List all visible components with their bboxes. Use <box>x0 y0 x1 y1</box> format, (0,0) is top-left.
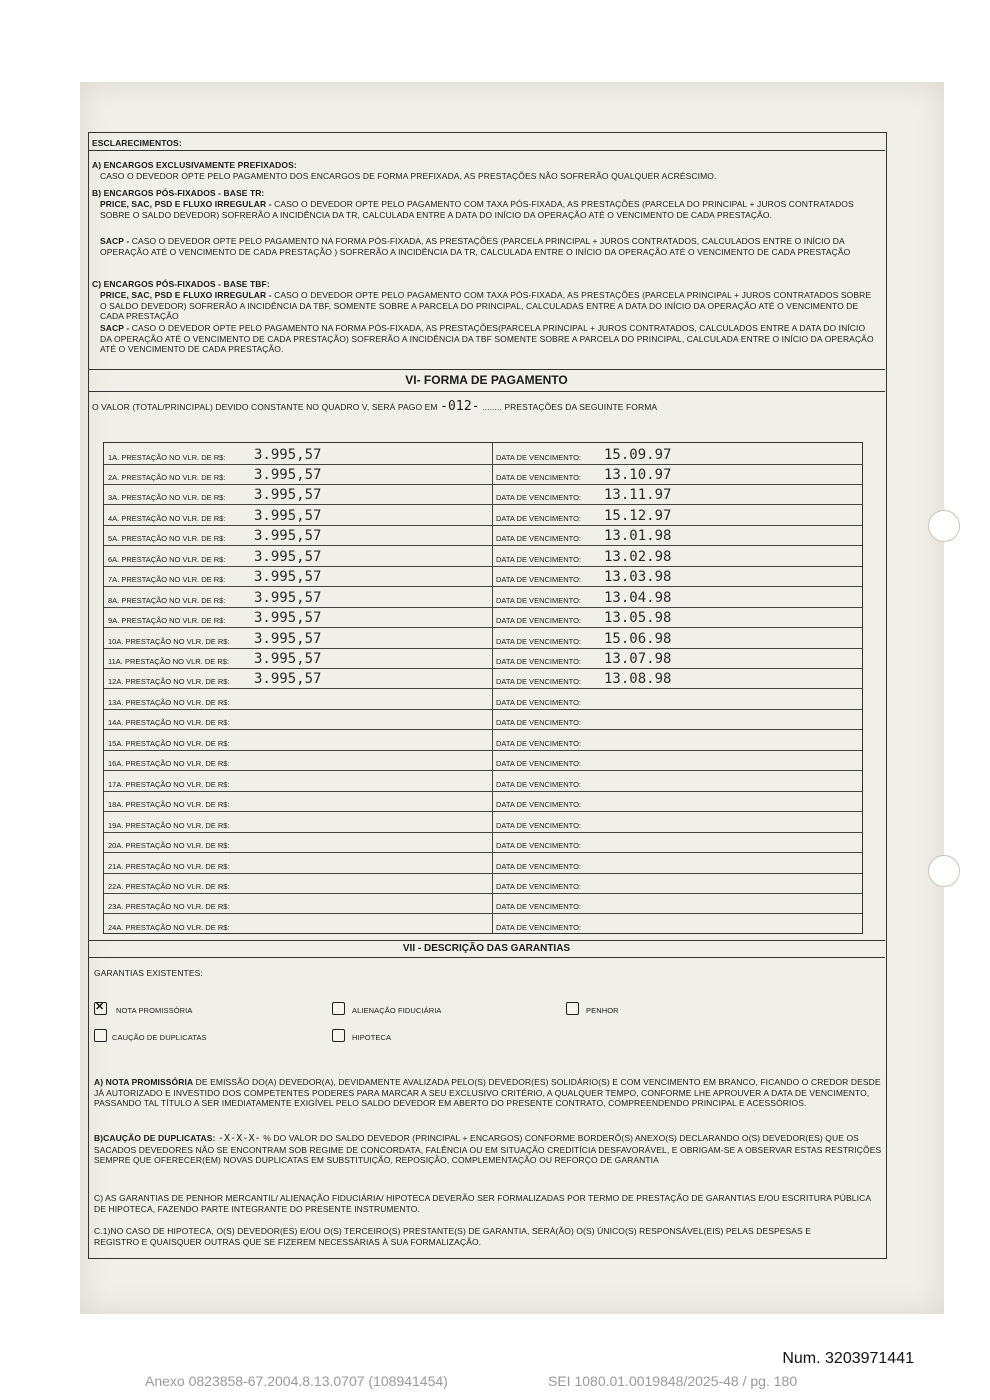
table-row <box>104 545 862 567</box>
due-date-label: DATA DE VENCIMENTO: <box>496 513 582 523</box>
installment-label: 7A. PRESTAÇÃO NO VLR. DE R$: <box>108 575 226 585</box>
installment-label: 15A. PRESTAÇÃO NO VLR. DE R$: <box>108 738 230 748</box>
checked-x-icon: ✕ <box>95 1001 105 1013</box>
clause-c-sacp-label: SACP - <box>100 323 130 333</box>
installment-label: 21A. PRESTAÇÃO NO VLR. DE R$: <box>108 861 230 871</box>
due-date-label: DATA DE VENCIMENTO: <box>496 493 582 503</box>
due-date-label: DATA DE VENCIMENTO: <box>496 575 582 585</box>
divider <box>88 940 885 941</box>
document-number: Num. 3203971441 <box>782 1350 914 1367</box>
installment-label: 2A. PRESTAÇÃO NO VLR. DE R$: <box>108 472 226 482</box>
installment-due-date: 13.03.98 <box>604 569 672 586</box>
installment-due-date: 13.11.97 <box>604 487 672 504</box>
garantia-b-label: B)CAUÇÃO DE DUPLICATAS: <box>94 1133 216 1143</box>
garantia-a-paragraph <box>94 1077 882 1109</box>
installment-amount: 3.995,57 <box>254 548 322 565</box>
installment-amount: 3.995,57 <box>254 569 322 586</box>
installment-amount: 3.995,57 <box>254 507 322 524</box>
table-row <box>104 566 862 588</box>
table-row <box>104 525 862 547</box>
clause-a-text: CASO O DEVEDOR OPTE PELO PAGAMENTO DOS ENCARGOS DE FORMA PREFIXADA, AS PRESTAÇÕES NÃO SOFRERÃO QUALQUER ACRÉSCIMO. <box>100 171 717 181</box>
clause-b-price-label: PRICE, SAC, PSD E FLUXO IRREGULAR - <box>100 199 272 209</box>
table-row <box>104 586 862 608</box>
clause-c-sacp <box>100 323 878 355</box>
option-label: NOTA PROMISSÓRIA <box>116 1006 193 1015</box>
due-date-label: DATA DE VENCIMENTO: <box>496 554 582 564</box>
footer-sei: SEI 1080.01.0019848/2025-48 / pg. 180 <box>548 1373 798 1389</box>
installment-amount: 3.995,57 <box>254 651 322 667</box>
installment-label: 17A. PRESTAÇÃO NO VLR. DE R$: <box>108 779 230 789</box>
option-label: HIPOTECA <box>352 1033 392 1042</box>
due-date-label: DATA DE VENCIMENTO: <box>496 616 582 626</box>
installment-label: 11A. PRESTAÇÃO NO VLR. DE R$: <box>108 657 230 666</box>
due-date-label: DATA DE VENCIMENTO: <box>496 452 582 462</box>
checkbox-nota-promissoria[interactable] <box>94 1002 107 1015</box>
installment-due-date: 15.12.97 <box>604 507 672 524</box>
table-row <box>104 913 862 934</box>
due-date-label: DATA DE VENCIMENTO: <box>496 595 582 605</box>
due-date-label: DATA DE VENCIMENTO: <box>496 902 582 912</box>
due-date-label: DATA DE VENCIMENTO: <box>496 820 582 830</box>
footer-anexo: Anexo 0823858-67.2004.8.13.0707 (108941454) <box>145 1373 448 1389</box>
punch-hole <box>928 510 960 542</box>
clause-c-price-label: PRICE, SAC, PSD E FLUXO IRREGULAR - <box>100 290 272 300</box>
installment-label: 20A. PRESTAÇÃO NO VLR. DE R$: <box>108 841 230 851</box>
divider <box>88 391 885 392</box>
option-label: ALIENAÇÃO FIDUCIÁRIA <box>352 1006 442 1015</box>
due-date-label: DATA DE VENCIMENTO: <box>496 861 582 871</box>
clause-b-price <box>100 199 878 220</box>
garantia-b-text: % DO VALOR DO SALDO DEVEDOR (PRINCIPAL + ENCARGOS) CONFORME BORDERÔ(S) ANEXO(S) DECLARANDO O(S) DEVEDOR(ES) QUE OS SACADOS DEVEDORES NÃO SE ENCONTRAM SOB REGIME DE CONCORDATA, FALÊNCIA OU EM SITUAÇÃO CREDITÍCIA DESFAVORÁVEL, E OBRIGAM-SE A OBSERVAR ESTAS RESTRIÇÕES SEMPRE QUE OFERECER(EM) NOVAS DUPLICATAS EM SUBSTITUIÇÃO, REPOSIÇÃO, COMPLEMENTAÇÃO OU REFORÇO DE GARANTIA <box>94 1133 882 1165</box>
installment-amount: 3.995,57 <box>254 671 322 688</box>
garantia-c-paragraph: C) AS GARANTIAS DE PENHOR MERCANTIL/ ALIENAÇÃO FIDUCIÁRIA/ HIPOTECA DEVERÃO SER FORMALIZADAS POR TERMO DE PRESTAÇÃO DE GARANTIAS E/OU ESCRITURA PÚBLICA DE HIPOTECA, FAZENDO PARTE INTEGRANTE DO PRESENTE INSTRUMENTO. <box>94 1193 871 1214</box>
table-row <box>104 504 862 526</box>
installment-label: 23A. PRESTAÇÃO NO VLR. DE R$: <box>108 902 230 912</box>
clause-c-sacp-text: CASO O DEVEDOR OPTE PELO PAGAMENTO NA FORMA PÓS-FIXADA, AS PRESTAÇÕES(PARCELA PRINCIPAL + JUROS CONTRATADOS, CALCULADOS ENTRE A DATA DO INÍCIO DA OPERAÇÃO ATÉ O VENCIMENTO DE CADA PRESTAÇÃO) SOFRERÃO A INCIDÊNCIA DA TBF SOMENTE SOBRE A PARCELA DO PRINCIPAL, CALCULADA ENTRE O INÍCIO DA OPERAÇÃO ATÉ O VENCIMENTO DE CADA PRESTAÇÃO. <box>100 323 874 354</box>
installment-due-date: 13.10.97 <box>604 466 672 483</box>
divider <box>88 957 885 958</box>
table-row <box>104 709 862 731</box>
table-row <box>104 791 862 813</box>
garantia-a-label: A) NOTA PROMISSÓRIA <box>94 1077 194 1087</box>
due-date-label: DATA DE VENCIMENTO: <box>496 657 582 666</box>
option-label: CAUÇÃO DE DUPLICATAS <box>112 1033 207 1042</box>
installment-label: 9A. PRESTAÇÃO NO VLR. DE R$: <box>108 616 226 626</box>
table-row <box>104 627 862 649</box>
checkbox-alienacao-fiduciaria[interactable] <box>332 1002 345 1015</box>
garantia-a-text: DE EMISSÃO DO(A) DEVEDOR(A), DEVIDAMENTE AVALIZADA PELO(S) DEVEDOR(ES) SOLIDÁRIO(S) E COM VENCIMENTO EM BRANCO, FICANDO O CREDOR DESDE JÁ AUTORIZADO E INVESTIDO DOS COMPETENTES PODERES PARA MARCAR A SEU EXCLUSIVO CRITÉRIO, A QUALQUER TEMPO, CONFORME LHE APROUVER A DATA DE VENCIMENTO, PASSANDO TAL TÍTULO A SER IMEDIATAMENTE EXIGÍVEL PELO SALDO DEVEDOR EM ABERTO DO PRESENTE CONTRATO, COMPREENDENDO PRINCIPAL E ACESSÓRIOS. <box>94 1077 881 1108</box>
section-heading: ESCLARECIMENTOS: <box>92 138 182 148</box>
divider <box>88 150 885 151</box>
table-row <box>104 852 862 874</box>
installment-label: 1A. PRESTAÇÃO NO VLR. DE R$: <box>108 452 226 462</box>
due-date-label: DATA DE VENCIMENTO: <box>496 697 582 707</box>
installment-amount: 3.995,57 <box>254 528 322 545</box>
installment-label: 22A. PRESTAÇÃO NO VLR. DE R$: <box>108 881 230 891</box>
installment-label: 13A. PRESTAÇÃO NO VLR. DE R$: <box>108 697 230 707</box>
installment-label: 5A. PRESTAÇÃO NO VLR. DE R$: <box>108 534 226 544</box>
payment-intro <box>92 399 658 414</box>
table-row <box>104 463 862 485</box>
due-date-label: DATA DE VENCIMENTO: <box>496 759 582 769</box>
clause-c-price-text: CASO O DEVEDOR OPTE PELO PAGAMENTO COM TAXA PÓS-FIXADA, AS PRESTAÇÕES (PARCELA PRINCIPAL + JUROS CONTRATADOS SOBRE O SALDO DEVEDOR) SOFRERÃO A INCIDÊNCIA DA TBF, SOMENTE SOBRE A PARCELA DO PRINCIPAL, CALCULADAS ENTRE A DATA DO INÍCIO DA OPERAÇÃO ATÉ O VENCIMENTO DE CADA PRESTAÇÃO <box>100 290 872 321</box>
installment-count-blank: ........ <box>482 402 502 412</box>
divider <box>88 369 885 370</box>
installment-due-date: 13.02.98 <box>604 548 672 565</box>
table-row <box>104 832 862 854</box>
table-row <box>104 893 862 915</box>
installment-due-date: 13.05.98 <box>604 610 672 627</box>
installment-due-date: 15.09.97 <box>604 446 672 463</box>
checkbox-caucao-duplicatas[interactable] <box>94 1029 107 1042</box>
clause-b-title: B) ENCARGOS PÓS-FIXADOS - BASE TR: <box>92 188 265 198</box>
option-label: PENHOR <box>586 1006 619 1015</box>
installment-due-date: 15.06.98 <box>604 630 672 647</box>
installment-label: 16A. PRESTAÇÃO NO VLR. DE R$: <box>108 759 230 769</box>
installment-amount: 3.995,57 <box>254 446 322 463</box>
installment-label: 6A. PRESTAÇÃO NO VLR. DE R$: <box>108 554 226 564</box>
installment-amount: 3.995,57 <box>254 589 322 606</box>
table-row <box>104 811 862 833</box>
due-date-label: DATA DE VENCIMENTO: <box>496 922 582 932</box>
garantias-existentes-label: GARANTIAS EXISTENTES: <box>94 968 203 978</box>
clause-b-sacp <box>100 236 878 257</box>
clause-c-title: C) ENCARGOS PÓS-FIXADOS - BASE TBF: <box>92 279 270 289</box>
section-title-garantias: VII - DESCRIÇÃO DAS GARANTIAS <box>402 943 571 954</box>
due-date-label: DATA DE VENCIMENTO: <box>496 718 582 728</box>
table-row <box>104 484 862 506</box>
clause-b-sacp-label: SACP - <box>100 236 130 246</box>
table-row <box>104 607 862 629</box>
due-date-label: DATA DE VENCIMENTO: <box>496 636 582 646</box>
punch-hole <box>928 855 960 887</box>
checkbox-hipoteca[interactable] <box>332 1029 345 1042</box>
due-date-label: DATA DE VENCIMENTO: <box>496 841 582 851</box>
due-date-label: DATA DE VENCIMENTO: <box>496 881 582 891</box>
table-row <box>104 872 862 894</box>
clause-b-sacp-text: CASO O DEVEDOR OPTE PELO PAGAMENTO NA FORMA PÓS-FIXADA, AS PRESTAÇÕES (PARCELA PRINCIPAL + JUROS CONTRATADOS, CALCULADOS ENTRE O INÍCIO DA OPERAÇÃO ATÉ O VENCIMENTO DE CADA PRESTAÇÃO ) SOFRERÃO A INCIDÊNCIA DA TR, CALCULADA ENTRE O INÍCIO DA OPERAÇÃO ATÉ O VENCIMENTO DE CADA PRESTAÇÃO <box>100 236 851 257</box>
installment-amount: 3.995,57 <box>254 610 322 627</box>
clause-c-price <box>100 290 878 322</box>
installment-label: 4A. PRESTAÇÃO NO VLR. DE R$: <box>108 513 226 523</box>
installment-label: 3A. PRESTAÇÃO NO VLR. DE R$: <box>108 493 226 503</box>
installment-label: 8A. PRESTAÇÃO NO VLR. DE R$: <box>108 595 226 605</box>
due-date-label: DATA DE VENCIMENTO: <box>496 534 582 544</box>
table-row <box>104 648 862 670</box>
due-date-label: DATA DE VENCIMENTO: <box>496 677 582 687</box>
checkbox-penhor[interactable] <box>566 1002 579 1015</box>
installment-count: -012- <box>440 399 480 414</box>
installment-label: 19A. PRESTAÇÃO NO VLR. DE R$: <box>108 820 230 830</box>
installment-due-date: 13.01.98 <box>604 528 672 545</box>
due-date-label: DATA DE VENCIMENTO: <box>496 800 582 810</box>
table-row <box>104 770 862 792</box>
table-row <box>104 443 862 465</box>
due-date-label: DATA DE VENCIMENTO: <box>496 472 582 482</box>
installment-amount: 3.995,57 <box>254 630 322 647</box>
table-row <box>104 729 862 751</box>
payment-intro-text-end: PRESTAÇÕES DA SEGUINTE FORMA <box>504 402 658 412</box>
installment-label: 10A. PRESTAÇÃO NO VLR. DE R$: <box>108 636 230 646</box>
garantia-b-paragraph <box>94 1133 882 1166</box>
table-row <box>104 750 862 772</box>
installment-amount: 3.995,57 <box>254 466 322 483</box>
payment-intro-text: O VALOR (TOTAL/PRINCIPAL) DEVIDO CONSTANTE NO QUADRO V, SERÁ PAGO EM <box>92 402 438 412</box>
installment-label: 12A. PRESTAÇÃO NO VLR. DE R$: <box>108 677 230 687</box>
installment-amount: 3.995,57 <box>254 487 322 504</box>
installment-label: 18A. PRESTAÇÃO NO VLR. DE R$: <box>108 800 230 810</box>
due-date-label: DATA DE VENCIMENTO: <box>496 779 582 789</box>
table-row <box>104 688 862 710</box>
installment-label: 14A. PRESTAÇÃO NO VLR. DE R$: <box>108 718 230 728</box>
installment-due-date: 13.08.98 <box>604 671 672 688</box>
installments-table <box>103 442 863 934</box>
section-title-pagamento: VI- FORMA DE PAGAMENTO <box>405 373 568 387</box>
garantia-b-percent: -X-X-X- <box>217 1133 261 1144</box>
installment-due-date: 13.04.98 <box>604 589 672 606</box>
clause-a-title: A) ENCARGOS EXCLUSIVAMENTE PREFIXADOS: <box>92 160 297 170</box>
garantia-c1-paragraph: C.1)NO CASO DE HIPOTECA, O(S) DEVEDOR(ES) E/OU O(S) TERCEIRO(S) PRESTANTE(S) DE GARANTIA, SERÁ(ÃO) O(S) ÚNICO(S) RESPONSÁVEL(EIS) PELAS DESPESAS E REGISTRO E QUAISQUER OUTRAS QUE SE FIZEREM NECESSÁRIAS À SUA FORMALIZAÇÃO. <box>94 1226 812 1247</box>
installment-due-date: 13.07.98 <box>604 651 672 667</box>
table-row <box>104 668 862 690</box>
clause-b-price-text: CASO O DEVEDOR OPTE PELO PAGAMENTO COM TAXA PÓS-FIXADA, AS PRESTAÇÕES (PARCELA DO PRINCIPAL + JUROS CONTRATADOS SOBRE O SALDO DEVEDOR) SOFRERÃO A INCIDÊNCIA DA TR, CALCULADA ENTRE A DATA DO INÍCIO DA OPERAÇÃO ATÉ O VENCIMENTO DE CADA PRESTAÇÃO. <box>100 199 854 220</box>
due-date-label: DATA DE VENCIMENTO: <box>496 738 582 748</box>
installment-label: 24A. PRESTAÇÃO NO VLR. DE R$: <box>108 922 230 932</box>
